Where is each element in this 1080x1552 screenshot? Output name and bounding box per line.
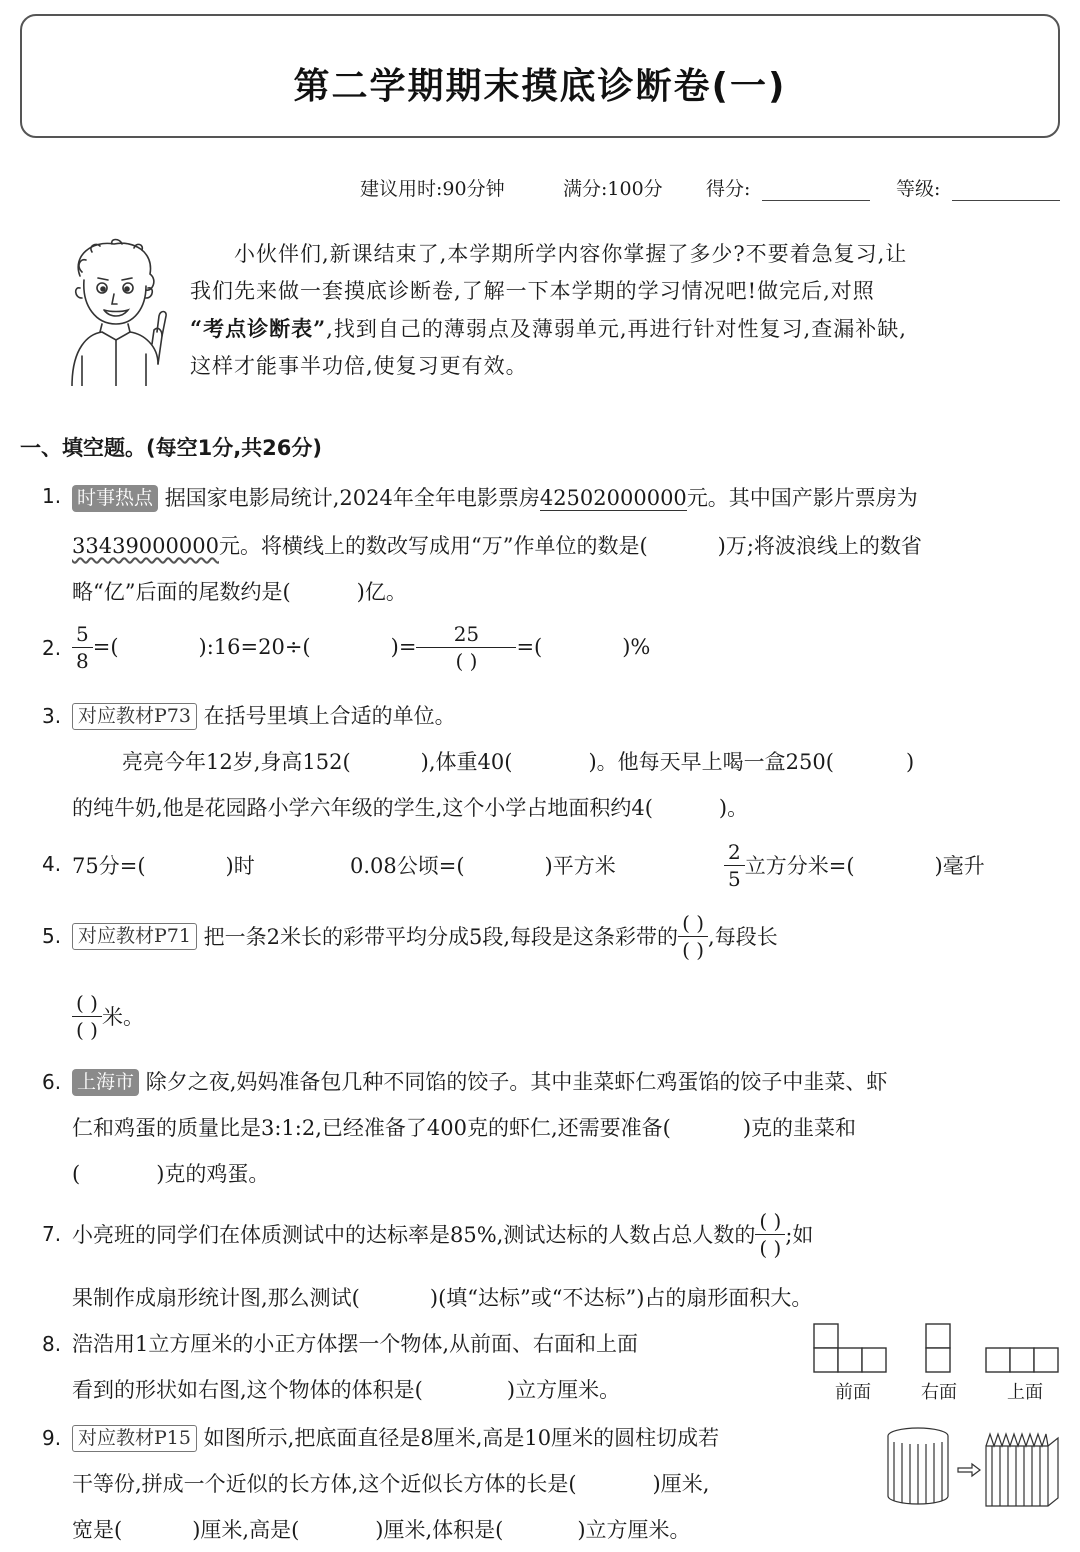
question-number: 7. [42,1222,62,1246]
q6-line3 [72,1158,269,1188]
q3-line1 [72,700,456,730]
q3-text: 在括号里填上合适的单位。 [203,704,456,728]
fraction-numerator-blank: ( ) [678,910,708,937]
q6-line1 [72,1066,887,1096]
q9-text: )厘米, [652,1472,710,1496]
q9-text: )厘米,体积是( [375,1518,504,1542]
q1-text: 元。其中国产影片票房为 [686,486,918,510]
tag-textbook: 对应教材P71 [72,923,197,950]
fraction [724,839,745,892]
diagnosis-table-ref: “考点诊断表” [190,316,327,341]
q7-text: 小亮班的同学们在体质测试中的达标率是85%,测试达标的人数占总人数的 [72,1223,756,1247]
cartoon-boy-icon [62,236,174,386]
fraction-numerator: 2 [724,839,745,866]
q6-text: 除夕之夜,妈妈准备包几种不同馅的饺子。其中韭菜虾仁鸡蛋馅的饺子中韭菜、虾 [145,1070,888,1094]
q4-text: )时 [225,854,255,878]
q4-part-a [72,850,255,880]
q6-text: )克的韭菜和 [742,1116,857,1140]
q8-text: 看到的形状如右图,这个物体的体积是( [72,1378,423,1402]
q9-text: )厘米,高是( [192,1518,300,1542]
fraction-denominator-blank[interactable]: ( ) [455,648,478,673]
question-number: 9. [42,1426,62,1450]
q7-text: ;如 [785,1223,814,1247]
q4-text: 75分=( [72,854,146,878]
q4-text: 0.08公顷=( [350,854,465,878]
q1-text: )万;将波浪线上的数省 [717,534,922,558]
q9-line1 [72,1422,719,1452]
question-number: 1. [42,484,62,508]
q8-line2 [72,1374,620,1404]
q8-text: )立方厘米。 [506,1378,621,1402]
question-number: 4. [42,852,62,876]
q2-text: =( [516,635,543,659]
fraction [72,621,93,674]
q7-text: 果制作成扇形统计图,那么测试( [72,1286,360,1310]
q5-text: ,每段长 [708,925,778,949]
q3-text: ) [905,750,915,774]
intro-line: 这样才能事半功倍,使复习更有效。 [190,354,528,378]
q1-text: 据国家电影局统计,2024年全年电影票房 [164,486,540,510]
wavy-number: 33439000000 [72,534,219,558]
q3-line3 [72,792,748,822]
question-number: 6. [42,1070,62,1094]
score-blank[interactable] [762,178,870,201]
q5-line1 [72,906,778,966]
q3-text: )。他每天早上喝一盒250( [588,750,834,774]
fraction-numerator: 25 [416,621,516,648]
intro-line: 小伙伴们,新课结束了,本学期所学内容你掌握了多少?不要着急复习,让 [234,242,908,266]
q5-text: 米。 [101,1005,144,1029]
question-number: 5. [42,924,62,948]
fraction-denominator-blank: ( ) [76,1017,98,1042]
grade-blank[interactable] [952,178,1060,201]
q6-text: 仁和鸡蛋的质量比是3:1:2,已经准备了400克的虾仁,还需要准备( [72,1116,671,1140]
fraction-blank[interactable] [678,910,708,963]
intro-paragraph [190,236,1050,385]
fraction-numerator-blank: ( ) [755,1208,785,1235]
fraction [416,621,516,674]
q4-text: 立方分米=( [744,854,855,878]
q3-text: ),体重40( [420,750,513,774]
cylinder-to-cuboid-diagram [882,1424,1062,1510]
fraction-denominator: 8 [76,648,89,673]
section-heading: 一、填空题。(每空1分,共26分) [20,436,323,460]
q2-text: )% [622,635,651,659]
q6-text: ( [72,1162,81,1186]
q4-part-b [350,850,616,880]
q3-text: 亮亮今年12岁,身高152( [122,750,351,774]
three-views-diagram [810,1320,1070,1376]
q6-line2 [72,1112,856,1142]
q1-text: 元。将横线上的数改写成用“万”作单位的数是( [218,534,648,558]
intro-line [190,310,1050,348]
q1-text: )亿。 [356,580,407,604]
intro-line: 我们先来做一套摸底诊断卷,了解一下本学期的学习情况吧!做完后,对照 [190,279,875,303]
time-info: 建议用时:90分钟 [360,178,505,200]
q3-text: )。 [718,796,749,820]
question-number: 8. [42,1332,62,1356]
fraction-blank[interactable] [72,990,102,1043]
grade-label: 等级: [896,178,941,200]
caption-right: 右面 [921,1382,957,1403]
q2-line [72,618,650,676]
question-number: 3. [42,704,62,728]
q1-text: 略“亿”后面的尾数约是( [72,580,291,604]
intro-line-rest: ,找到自己的薄弱点及薄弱单元,再进行针对性复习,查漏补缺, [326,317,907,341]
fraction-numerator-blank: ( ) [72,990,102,1017]
q7-line1 [72,1204,813,1264]
underlined-number: 42502000000 [539,486,687,510]
question-number: 2. [42,636,62,660]
q1-line1 [72,482,918,512]
score-label: 得分: [706,178,751,200]
tag-textbook: 对应教材P15 [72,1425,197,1452]
fraction-denominator: 5 [728,866,741,891]
q8-line1: 浩浩用1立方厘米的小正方体摆一个物体,从前面、右面和上面 [72,1332,639,1356]
q9-line3 [72,1514,691,1544]
q9-text: 如图所示,把底面直径是8厘米,高是10厘米的圆柱切成若 [203,1426,720,1450]
fraction-denominator-blank: ( ) [759,1235,782,1260]
q2-text: =( [92,635,119,659]
q9-line2 [72,1468,709,1498]
q7-text: )(填“达标”或“不达标”)占的扇形面积大。 [429,1286,813,1310]
q4-text: )毫升 [934,854,985,878]
tag-textbook: 对应教材P73 [72,703,197,730]
q3-text: 的纯牛奶,他是花园路小学六年级的学生,这个小学占地面积约4( [72,796,653,820]
full-score-info: 满分:100分 [563,178,663,200]
fraction-numerator: 5 [72,621,93,648]
fraction-blank[interactable] [755,1208,785,1261]
page-title: 第二学期期末摸底诊断卷(一) [293,66,787,107]
q9-text: 宽是( [72,1518,123,1542]
q2-text: )= [390,635,417,659]
q9-text: )立方厘米。 [577,1518,691,1542]
caption-front: 前面 [835,1382,871,1403]
q2-text: ):16=20÷( [198,635,311,659]
q5-line2 [72,986,144,1046]
q4-text: )平方米 [544,854,616,878]
caption-top: 上面 [1007,1382,1043,1403]
q7-line2 [72,1282,812,1312]
q4-part-c [724,836,985,894]
tag-current-events: 时事热点 [72,485,158,512]
q6-text: )克的鸡蛋。 [156,1162,270,1186]
q3-line2 [122,746,914,776]
q1-line3 [72,576,407,606]
q9-text: 干等份,拼成一个近似的长方体,这个近似长方体的长是( [72,1472,577,1496]
tag-region: 上海市 [72,1069,139,1096]
title-box [20,14,1060,138]
q5-text: 把一条2米长的彩带平均分成5段,每段是这条彩带的 [203,925,679,949]
q1-line2 [72,530,922,560]
fraction-denominator-blank: ( ) [682,937,705,962]
